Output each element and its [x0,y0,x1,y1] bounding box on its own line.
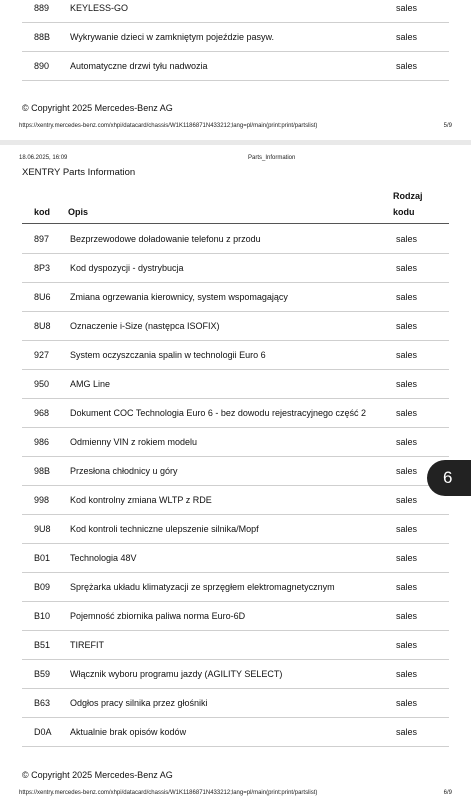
row-description: Bezprzewodowe doładowanie telefonu z przodu [70,233,261,244]
page-url[interactable]: https://xentry.mercedes-benz.com/xhpi/datacard/chassis/W1K1186871N433212;lang=pl/main(print:print/partslist) [19,790,318,796]
table-row [22,659,449,689]
table-row [22,601,449,631]
row-kind: sales [396,60,418,71]
row-code: B63 [34,697,51,708]
row-description: Dokument COC Technologia Euro 6 - bez dowodu rejestracyjnego część 2 [70,407,366,418]
row-code: 950 [34,378,50,389]
row-kind: sales [396,407,418,418]
table-row [22,224,449,254]
row-description: AMG Line [70,378,111,389]
row-description: Włącznik wyboru programu jazdy (AGILITY SELECT) [70,668,283,679]
row-description: System oczyszczania spalin w technologii Euro 6 [70,349,266,360]
row-code: 8P3 [34,262,51,273]
table-row [22,340,449,370]
column-header-kind-line2: kodu [393,207,415,217]
table-row [22,717,449,747]
table-row [22,253,449,283]
row-kind: sales [396,552,418,563]
row-code: B51 [34,639,51,650]
row-kind: sales [396,378,418,389]
row-code: B01 [34,552,51,563]
row-description: Kod dyspozycji - dystrybucja [70,262,184,273]
document-title: Parts_Information [248,155,296,161]
row-kind: sales [396,639,418,650]
row-kind: sales [396,262,418,273]
table-row [22,427,449,457]
table-row [22,51,449,81]
table-row [22,514,449,544]
row-code: 986 [34,436,50,447]
row-kind: sales [396,494,418,505]
print-datetime: 18.06.2025, 16:09 [19,155,68,161]
row-kind: sales [396,436,418,447]
row-code: 998 [34,494,50,505]
row-code: 927 [34,349,50,360]
row-code: B59 [34,668,51,679]
row-description: Technologia 48V [70,552,137,563]
row-kind: sales [396,726,418,737]
row-description: Odgłos pracy silnika przez głośniki [70,697,208,708]
table-row [22,572,449,602]
row-code: 968 [34,407,50,418]
row-description: Aktualnie brak opisów kodów [70,726,187,737]
table-row [22,485,449,515]
page-url[interactable]: https://xentry.mercedes-benz.com/xhpi/datacard/chassis/W1K1186871N433212;lang=pl/main(print:print/partslist) [19,123,318,129]
row-kind: sales [396,349,418,360]
copyright: © Copyright 2025 Mercedes-Benz AG [22,770,173,780]
row-code: 897 [34,233,50,244]
row-code: 98B [34,465,51,476]
row-code: 8U8 [34,320,51,331]
row-description: Oznaczenie i-Size (następca ISOFIX) [70,320,220,331]
row-kind: sales [396,697,418,708]
table-row [22,688,449,718]
table-row [22,630,449,660]
row-kind: sales [396,523,418,534]
table-row [22,22,449,52]
row-description: Odmienny VIN z rokiem modelu [70,436,198,447]
table-row [22,398,449,428]
row-description: Automatyczne drzwi tyłu nadwozia [70,60,208,71]
row-kind: sales [396,233,418,244]
row-code: 88B [34,31,51,42]
row-kind: sales [396,465,418,476]
row-description: Przesłona chłodnicy u góry [70,465,178,476]
row-description: Kod kontroli techniczne ulepszenie silnika/Mopf [70,523,259,534]
row-description: Sprężarka układu klimatyzacji ze sprzęgłem elektromagnetycznym [70,581,335,592]
row-kind: sales [396,31,418,42]
table-row [22,311,449,341]
table-row [22,543,449,573]
copyright: © Copyright 2025 Mercedes-Benz AG [22,103,173,113]
row-description: Zmiana ogrzewania kierownicy, system wspomagający [70,291,288,302]
row-code: 9U8 [34,523,51,534]
app-title: XENTRY Parts Information [22,167,136,178]
row-kind: sales [396,291,418,302]
row-description: Wykrywanie dzieci w zamkniętym pojeździe pasyw. [70,31,274,42]
row-kind: sales [396,320,418,331]
row-code: B10 [34,610,51,621]
table-row [22,0,449,23]
column-header-code: kod [34,207,51,217]
page-number: 5/9 [443,123,452,129]
row-kind: sales [396,581,418,592]
row-description: Pojemność zbiornika paliwa norma Euro-6D [70,610,246,621]
row-kind: sales [396,610,418,621]
row-code: D0A [34,726,52,737]
row-kind: sales [396,668,418,679]
row-code: 889 [34,2,50,13]
table-row [22,282,449,312]
page-6 [0,145,471,800]
row-description: KEYLESS-GO [70,2,129,13]
row-description: Kod kontrolny zmiana WLTP z RDE [70,494,212,505]
row-description: TIREFIT [70,639,104,650]
page-number: 6/9 [443,790,452,796]
row-code: 8U6 [34,291,51,302]
column-header-description: Opis [68,207,89,217]
row-code: 890 [34,60,50,71]
row-kind: sales [396,2,418,13]
page-5 [0,0,471,140]
page-tab-badge[interactable]: 6 [427,460,471,496]
row-code: B09 [34,581,51,592]
column-header-kind-line1: Rodzaj [393,191,423,201]
table-row [22,456,449,486]
table-row [22,369,449,399]
